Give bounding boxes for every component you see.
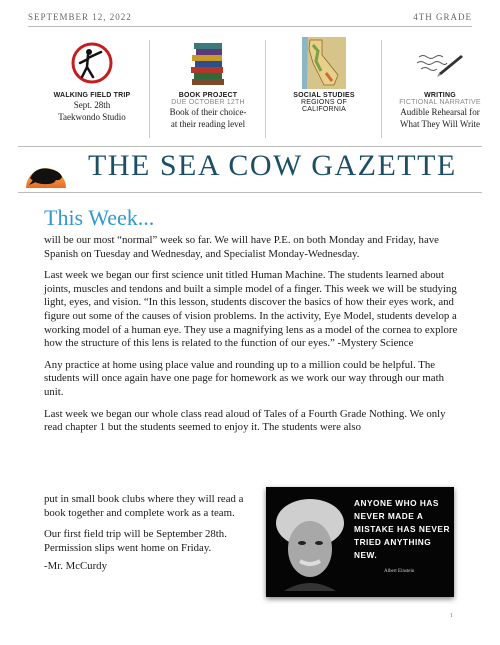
feature-detail: Audible Rehearsal for (400, 107, 480, 117)
article-body (44, 234, 460, 435)
manatee-logo-icon (22, 152, 70, 197)
feature-title: WALKING FIELD TRIP (53, 92, 131, 99)
paragraph: Any practice at home using place value and rounding up to a million could be helpful. The students will once again have one page for homework as we work our way through our math unit. (44, 358, 444, 398)
feature-detail: Taekwondo Studio (58, 112, 126, 122)
feature-subtitle: DUE OCTOBER 12TH (171, 99, 245, 106)
masthead-bottom-rule (18, 192, 482, 193)
paragraph: Our first field trip will be September 28th. Permission slips went home on Friday. (44, 528, 227, 554)
feature-detail: at their reading level (170, 119, 246, 129)
paragraph: Last week we began our first science unit titled Human Machine. The students learned about joints, muscles and tendons and built a simple model of a finger. This week we will be studying light, eyes, and vision. “In this lesson, students discover the basics of how their eyes work, and figure out some of the causes of vision problems. In the activity, Eye Model, students develop a working model of a human eye. They use a magnifying lens as a model of the cornea to explore how the structure of this lens is related to the function of our eyes.” -Mystery Science (44, 269, 458, 350)
feature-detail: Sept. 28th (73, 100, 111, 110)
einstein-portrait-icon (270, 493, 352, 593)
taekwondo-icon (34, 38, 150, 88)
feature-field-trip (34, 38, 150, 123)
grade-label: 4TH GRADE (413, 12, 472, 22)
california-map-icon (266, 38, 382, 88)
feature-detail: What They Will Write (399, 119, 480, 129)
feature-detail: Book of their choice- (169, 107, 247, 117)
signature: -Mr. McCurdy (44, 560, 107, 572)
issue-date: SEPTEMBER 12, 2022 (28, 12, 132, 22)
feature-social-studies (266, 38, 382, 113)
section-heading: This Week... (44, 205, 155, 230)
feature-title: WRITING (424, 92, 456, 99)
quote-text: ANYONE WHO HAS NEVER MADE A MISTAKE HAS NEVER TRIED ANYTHING NEW. (354, 498, 450, 560)
feature-book-project (150, 38, 266, 130)
masthead-top-rule (18, 146, 482, 147)
einstein-quote-image (266, 487, 454, 597)
page-number: 1 (450, 613, 453, 619)
masthead-title: THE SEA COW GAZETTE (88, 149, 457, 182)
quote-author: Albert Einstein (384, 569, 415, 574)
paragraph: Last week we began our whole class read aloud of Tales of a Fourth Grade Nothing. We only read chapter 1 but the students seemed to enjoy it. The students were also (44, 407, 446, 434)
paragraph: put in small book clubs where they will read a book together and complete work as a team. (44, 493, 244, 519)
paragraph: will be our most “normal” week so far. We will have P.E. on both Monday and Friday, have Spanish on Tuesday and Wednesday, and Specialist Monday-Wednesday. (44, 234, 439, 260)
header-divider (28, 26, 472, 27)
feature-subtitle: REGIONS OF (301, 99, 347, 106)
feature-title: BOOK PROJECT (178, 92, 238, 99)
article-body-narrow (44, 493, 264, 563)
feature-writing (382, 38, 498, 130)
feature-title: SOCIAL STUDIES (293, 92, 355, 99)
feature-subtitle: FICTIONAL NARRATIVE (399, 99, 481, 106)
pen-writing-icon (382, 38, 498, 88)
feature-subtitle: CALIFORNIA (301, 106, 346, 113)
books-icon (150, 38, 266, 88)
